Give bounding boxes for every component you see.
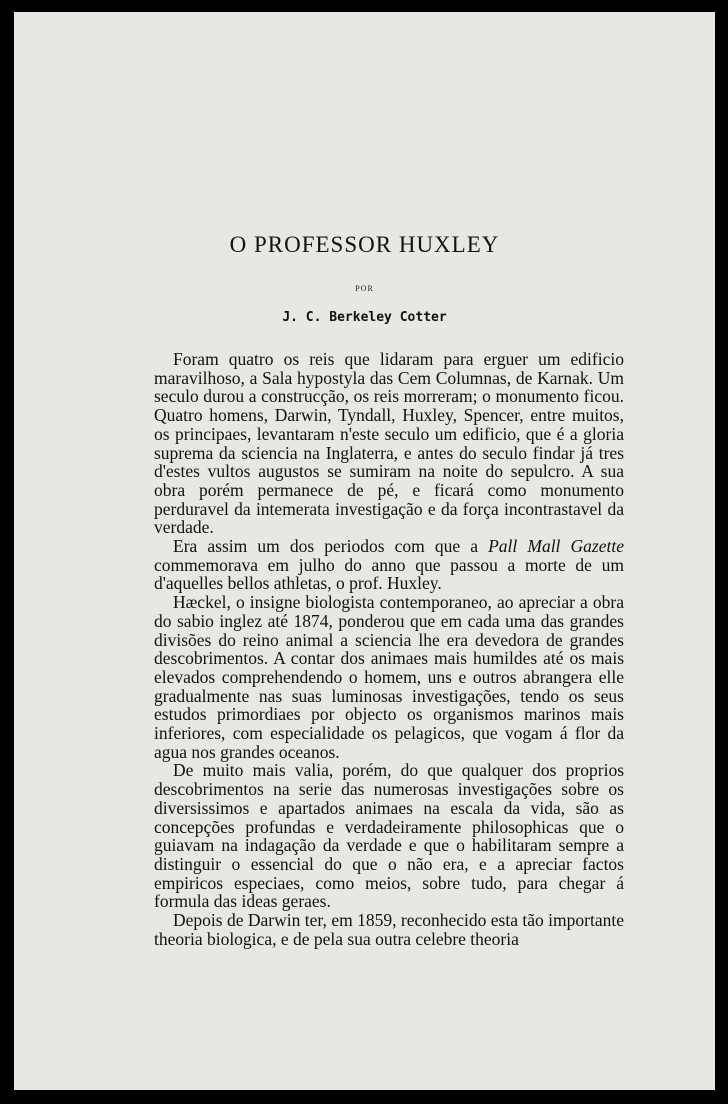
book-page (14, 12, 715, 1090)
paragraph (154, 911, 624, 948)
paragraph-text: Era assim um dos periodos com que a (173, 536, 489, 557)
article-body (154, 350, 624, 949)
paragraph-text: Foram quatro os reis que lidaram para erguer um edificio maravilhoso, a Sala hypostyla das Cem Columnas, de Karnak. Um seculo durou a construcção, os reis morreram; o monumento ficou. Quatro homens, Darwin, Tyndall, Huxley, Spencer, entre muitos, os principaes, levantaram n'este seculo um edificio, que é a gloria suprema da sciencia na Inglaterra, e antes do seculo findar já tres d'estes vultos augustos se sumiram na noite do sepulcro. A sua obra porém permanece de pé, e ficará como monumento perduravel da intemerata investigação e da força incontrastavel da verdade. (154, 349, 624, 538)
paragraph-text: commemorava em julho do anno que passou a morte de um d'aquelles bellos athletas, o prof. Huxley. (154, 554, 624, 594)
article-title: O PROFESSOR HUXLEY (229, 232, 500, 257)
newspaper-name: Pall Mall Gazette (488, 536, 624, 557)
paragraph (154, 593, 624, 761)
article-author: J. C. Berkeley Cotter (282, 310, 447, 325)
paragraph-text: De muito mais valia, porém, do que qualquer dos proprios descobrimentos na serie das numerosas investigações sobre os diversissimos e apartados animaes na escala da vida, são as concepções profundas e verdadeiramente philosophicas que o guiavam na indagação da verdade e que o habilitaram sempre a distinguir o essencial do que o não era, e a apreciar factos empiricos especiaes, como meios, sobre tudo, para chegar á formula das ideas geraes. (154, 760, 624, 912)
paragraph-text: Hæckel, o insigne biologista contemporaneo, ao apreciar a obra do sabio inglez até 1874, ponderou que em cada uma das grandes divisões do reino animal a sciencia lhe era devedora de grandes descobrimentos. A contar dos animaes mais humildes até os mais elevados comprehendendo o homem, uns e outros abrangera elle gradualmente nas suas luminosas investigações, tendo os seus estudos primordiaes por objecto os organismos marinos mais inferiores, com especialidade os pelagicos, que vogam á flor da agua nos grandes oceanos. (154, 592, 624, 762)
paragraph (154, 537, 624, 593)
paragraph-text: Depois de Darwin ter, em 1859, reconhecido esta tão importante theoria biologica, e de pela sua outra celebre theoria (154, 910, 624, 949)
paragraph (154, 761, 624, 911)
byline-prefix: POR (355, 284, 374, 293)
paragraph (154, 350, 624, 537)
